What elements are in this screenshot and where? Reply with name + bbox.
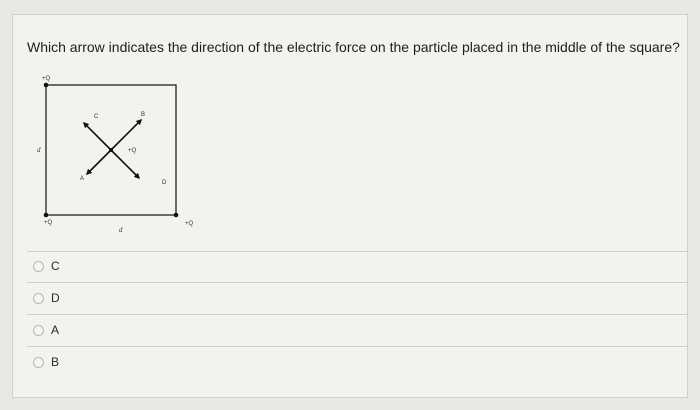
charge-bottom-left bbox=[44, 213, 49, 218]
divider bbox=[27, 346, 687, 347]
question-card bbox=[12, 14, 688, 398]
radio-button-a[interactable] bbox=[33, 325, 44, 336]
divider bbox=[27, 251, 687, 252]
radio-button-c[interactable] bbox=[33, 261, 44, 272]
radio-button-d[interactable] bbox=[33, 293, 44, 304]
option-d[interactable] bbox=[33, 287, 60, 309]
label-top-left-charge: +Q bbox=[42, 76, 51, 82]
radio-button-b[interactable] bbox=[33, 357, 44, 368]
arrow-a bbox=[87, 150, 111, 174]
divider bbox=[27, 282, 687, 283]
question-text: Which arrow indicates the direction of the electric force on the particle placed in the middle of the square? bbox=[27, 39, 680, 55]
square-charge-diagram bbox=[31, 65, 201, 240]
label-bottom-left-charge: +Q bbox=[44, 220, 53, 226]
label-arrow-c: C bbox=[94, 114, 99, 120]
label-arrow-d: D bbox=[162, 180, 167, 186]
label-arrow-b: B bbox=[141, 112, 146, 118]
charge-bottom-right bbox=[174, 213, 179, 218]
option-label-b: B bbox=[51, 355, 60, 369]
option-label-d: D bbox=[51, 291, 60, 305]
arrow-d bbox=[111, 150, 139, 178]
charge-top-left bbox=[44, 83, 49, 88]
divider bbox=[27, 314, 687, 315]
option-a[interactable] bbox=[33, 319, 59, 341]
label-side-left: d bbox=[37, 146, 41, 154]
arrow-c bbox=[84, 123, 111, 150]
option-c[interactable] bbox=[33, 255, 60, 277]
arrow-b bbox=[111, 120, 141, 150]
label-arrow-a: A bbox=[80, 176, 85, 182]
option-label-c: C bbox=[51, 259, 60, 273]
option-b[interactable] bbox=[33, 351, 59, 373]
label-side-bottom: d bbox=[119, 226, 123, 234]
label-center-charge: +Q bbox=[128, 148, 137, 154]
option-label-a: A bbox=[51, 323, 60, 337]
diagram-svg bbox=[31, 65, 201, 240]
label-bottom-right-charge: +Q bbox=[185, 221, 194, 227]
